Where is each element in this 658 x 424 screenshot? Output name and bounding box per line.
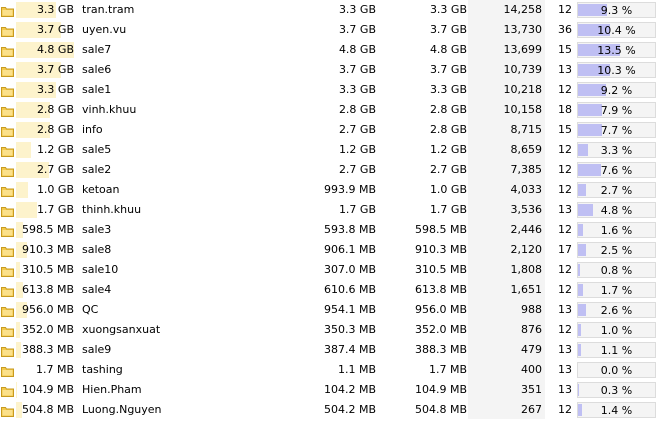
folder-count-cell: 12 [558, 403, 572, 416]
size-cell: 2.8 GB [36, 103, 74, 116]
file-count-cell: 1,808 [510, 263, 542, 276]
table-row[interactable] [0, 220, 658, 240]
files-size-cell: 2.8 GB [429, 123, 467, 136]
files-size-cell: 2.7 GB [429, 163, 467, 176]
size-cell: 3.7 GB [36, 23, 74, 36]
allocated-cell: 2.8 GB [338, 103, 376, 116]
percent-cell [577, 262, 656, 278]
percent-label: 2.6 % [600, 304, 633, 317]
size-cell: 4.8 GB [36, 43, 74, 56]
folder-count-cell: 13 [558, 363, 572, 376]
size-cell: 910.3 MB [21, 243, 74, 256]
folder-count-cell: 17 [558, 243, 572, 256]
folder-icon [1, 124, 14, 136]
folder-name-cell: sale1 [82, 83, 112, 96]
allocated-cell: 307.0 MB [323, 263, 376, 276]
size-cell: 3.7 GB [36, 63, 74, 76]
table-row[interactable] [0, 280, 658, 300]
percent-label: 10.3 % [597, 64, 636, 77]
file-count-cell: 267 [521, 403, 542, 416]
size-cell: 310.5 MB [21, 263, 74, 276]
percent-cell [577, 122, 656, 138]
folder-icon [1, 224, 14, 236]
percent-cell [577, 82, 656, 98]
folder-name-cell: sale9 [82, 343, 112, 356]
folder-count-cell: 15 [558, 43, 572, 56]
percent-cell [577, 102, 656, 118]
allocated-cell: 1.7 GB [338, 203, 376, 216]
percent-label: 1.0 % [600, 324, 633, 337]
allocated-cell: 1.1 MB [337, 363, 376, 376]
file-count-cell: 13,699 [503, 43, 542, 56]
folder-count-cell: 15 [558, 123, 572, 136]
folder-count-cell: 13 [558, 63, 572, 76]
file-count-cell: 351 [521, 383, 542, 396]
percent-label: 0.3 % [600, 384, 633, 397]
file-count-cell: 10,158 [503, 103, 542, 116]
allocated-cell: 104.2 MB [323, 383, 376, 396]
folder-name-cell: xuongsanxuat [82, 323, 161, 336]
folder-count-cell: 13 [558, 383, 572, 396]
percent-label: 13.5 % [597, 44, 636, 57]
size-cell: 2.7 GB [36, 163, 74, 176]
files-size-cell: 352.0 MB [414, 323, 467, 336]
percent-label: 4.8 % [600, 204, 633, 217]
folder-name-cell: Luong.Nguyen [82, 403, 162, 416]
files-size-cell: 3.3 GB [429, 3, 467, 16]
allocated-cell: 504.2 MB [323, 403, 376, 416]
folder-name-cell: tashing [82, 363, 123, 376]
folder-count-cell: 12 [558, 223, 572, 236]
size-cell: 1.7 MB [35, 363, 74, 376]
files-size-cell: 3.3 GB [429, 83, 467, 96]
table-row[interactable] [0, 180, 658, 200]
percent-cell [577, 182, 656, 198]
size-cell: 1.2 GB [36, 143, 74, 156]
allocated-cell: 387.4 MB [323, 343, 376, 356]
files-size-cell: 1.2 GB [429, 143, 467, 156]
table-row[interactable] [0, 0, 658, 20]
table-row[interactable] [0, 140, 658, 160]
file-count-cell: 988 [521, 303, 542, 316]
percent-cell [577, 62, 656, 78]
percent-cell [577, 162, 656, 178]
folder-icon [1, 284, 14, 296]
allocated-cell: 4.8 GB [338, 43, 376, 56]
files-size-cell: 504.8 MB [414, 403, 467, 416]
percent-label: 7.9 % [600, 104, 633, 117]
percent-cell [577, 282, 656, 298]
percent-cell [577, 302, 656, 318]
allocated-cell: 3.7 GB [338, 63, 376, 76]
percent-label: 1.1 % [600, 344, 633, 357]
file-count-cell: 14,258 [503, 3, 542, 16]
folder-count-cell: 13 [558, 303, 572, 316]
percent-label: 2.7 % [600, 184, 633, 197]
size-cell: 613.8 MB [21, 283, 74, 296]
size-cell: 388.3 MB [21, 343, 74, 356]
percent-cell [577, 222, 656, 238]
percent-cell [577, 42, 656, 58]
percent-label: 10.4 % [597, 24, 636, 37]
folder-icon [1, 304, 14, 316]
percent-cell [577, 402, 656, 418]
folder-count-cell: 12 [558, 83, 572, 96]
percent-cell [577, 322, 656, 338]
folder-count-cell: 12 [558, 3, 572, 16]
folder-name-cell: QC [82, 303, 99, 316]
allocated-cell: 350.3 MB [323, 323, 376, 336]
allocated-cell: 3.3 GB [338, 3, 376, 16]
size-cell: 598.5 MB [21, 223, 74, 236]
folder-name-cell: sale3 [82, 223, 112, 236]
folder-icon [1, 344, 14, 356]
files-size-cell: 104.9 MB [414, 383, 467, 396]
file-count-cell: 10,218 [503, 83, 542, 96]
percent-cell [577, 382, 656, 398]
file-count-cell: 4,033 [510, 183, 542, 196]
file-count-cell: 2,120 [510, 243, 542, 256]
file-count-cell: 7,385 [510, 163, 542, 176]
files-size-cell: 310.5 MB [414, 263, 467, 276]
folder-count-cell: 12 [558, 143, 572, 156]
percent-label: 3.3 % [600, 144, 633, 157]
folder-count-cell: 13 [558, 343, 572, 356]
size-cell: 1.7 GB [36, 203, 74, 216]
files-size-cell: 3.7 GB [429, 23, 467, 36]
files-size-cell: 1.7 MB [428, 363, 467, 376]
file-count-cell: 3,536 [510, 203, 542, 216]
files-size-cell: 4.8 GB [429, 43, 467, 56]
folder-name-cell: sale10 [82, 263, 119, 276]
allocated-cell: 593.8 MB [323, 223, 376, 236]
file-count-cell: 13,730 [503, 23, 542, 36]
file-count-cell: 8,715 [510, 123, 542, 136]
folder-name-cell: Hien.Pham [82, 383, 142, 396]
allocated-cell: 2.7 GB [338, 163, 376, 176]
folder-icon [1, 264, 14, 276]
allocated-cell: 3.7 GB [338, 23, 376, 36]
table-row[interactable] [0, 20, 658, 40]
percent-cell [577, 22, 656, 38]
folder-name-cell: info [82, 123, 103, 136]
folder-count-cell: 12 [558, 323, 572, 336]
files-size-cell: 1.7 GB [429, 203, 467, 216]
size-cell: 1.0 GB [36, 183, 74, 196]
percent-label: 1.7 % [600, 284, 633, 297]
size-cell: 3.3 GB [36, 83, 74, 96]
table-row[interactable] [0, 60, 658, 80]
folder-icon [1, 104, 14, 116]
folder-count-cell: 12 [558, 163, 572, 176]
folder-icon [1, 44, 14, 56]
table-row[interactable] [0, 120, 658, 140]
folder-count-cell: 13 [558, 203, 572, 216]
table-row[interactable] [0, 360, 658, 380]
allocated-cell: 906.1 MB [323, 243, 376, 256]
folder-name-cell: sale2 [82, 163, 112, 176]
folder-icon [1, 384, 14, 396]
percent-cell [577, 2, 656, 18]
folder-name-cell: sale5 [82, 143, 112, 156]
folder-count-cell: 36 [558, 23, 572, 36]
percent-label: 0.8 % [600, 264, 633, 277]
allocated-cell: 3.3 GB [338, 83, 376, 96]
files-size-cell: 388.3 MB [414, 343, 467, 356]
size-cell: 2.8 GB [36, 123, 74, 136]
size-cell: 956.0 MB [21, 303, 74, 316]
percent-cell [577, 242, 656, 258]
folder-name-cell: tran.tram [82, 3, 135, 16]
folder-icon [1, 24, 14, 36]
table-row[interactable] [0, 300, 658, 320]
folder-count-cell: 18 [558, 103, 572, 116]
files-size-cell: 2.8 GB [429, 103, 467, 116]
file-count-cell: 479 [521, 343, 542, 356]
table-row[interactable] [0, 40, 658, 60]
percent-label: 2.5 % [600, 244, 633, 257]
percent-label: 7.7 % [600, 124, 633, 137]
folder-icon [1, 324, 14, 336]
size-cell: 104.9 MB [21, 383, 74, 396]
percent-label: 9.3 % [600, 4, 633, 17]
table-row[interactable] [0, 260, 658, 280]
folder-icon [1, 204, 14, 216]
size-cell: 504.8 MB [21, 403, 74, 416]
folder-name-cell: sale8 [82, 243, 112, 256]
folder-count-cell: 12 [558, 263, 572, 276]
folder-icon [1, 244, 14, 256]
folder-icon [1, 184, 14, 196]
percent-cell [577, 202, 656, 218]
table-row[interactable] [0, 80, 658, 100]
file-count-cell: 1,651 [510, 283, 542, 296]
folder-icon [1, 364, 14, 376]
allocated-cell: 2.7 GB [338, 123, 376, 136]
file-count-cell: 2,446 [510, 223, 542, 236]
folder-name-cell: sale4 [82, 283, 112, 296]
percent-label: 0.0 % [600, 364, 633, 377]
folder-icon [1, 4, 14, 16]
table-row[interactable] [0, 160, 658, 180]
percent-label: 7.6 % [600, 164, 633, 177]
folder-icon [1, 164, 14, 176]
allocated-cell: 993.9 MB [323, 183, 376, 196]
allocated-cell: 610.6 MB [323, 283, 376, 296]
percent-label: 9.2 % [600, 84, 633, 97]
files-size-cell: 3.7 GB [429, 63, 467, 76]
percent-label: 1.6 % [600, 224, 633, 237]
files-size-cell: 613.8 MB [414, 283, 467, 296]
file-count-cell: 400 [521, 363, 542, 376]
percent-label: 1.4 % [600, 404, 633, 417]
size-cell: 3.3 GB [36, 3, 74, 16]
folder-count-cell: 12 [558, 283, 572, 296]
folder-name-cell: ketoan [82, 183, 120, 196]
folder-name-cell: vinh.khuu [82, 103, 137, 116]
file-count-cell: 876 [521, 323, 542, 336]
files-size-cell: 598.5 MB [414, 223, 467, 236]
table-row[interactable] [0, 320, 658, 340]
table-row[interactable] [0, 200, 658, 220]
percent-cell [577, 342, 656, 358]
file-count-cell: 10,739 [503, 63, 542, 76]
folder-icon [1, 404, 14, 416]
table-row[interactable] [0, 380, 658, 400]
files-size-cell: 910.3 MB [414, 243, 467, 256]
percent-cell [577, 362, 656, 378]
allocated-cell: 954.1 MB [323, 303, 376, 316]
folder-name-cell: sale7 [82, 43, 112, 56]
allocated-cell: 1.2 GB [338, 143, 376, 156]
size-cell: 352.0 MB [21, 323, 74, 336]
percent-cell [577, 142, 656, 158]
folder-name-cell: sale6 [82, 63, 112, 76]
table-row[interactable] [0, 100, 658, 120]
folder-icon [1, 84, 14, 96]
table-row[interactable] [0, 400, 658, 420]
folder-count-cell: 12 [558, 183, 572, 196]
files-size-cell: 1.0 GB [429, 183, 467, 196]
folder-name-cell: thinh.khuu [82, 203, 142, 216]
table-row[interactable] [0, 240, 658, 260]
table-row[interactable] [0, 340, 658, 360]
file-count-cell: 8,659 [510, 143, 542, 156]
folder-icon [1, 144, 14, 156]
folder-icon [1, 64, 14, 76]
folder-name-cell: uyen.vu [82, 23, 127, 36]
files-size-cell: 956.0 MB [414, 303, 467, 316]
